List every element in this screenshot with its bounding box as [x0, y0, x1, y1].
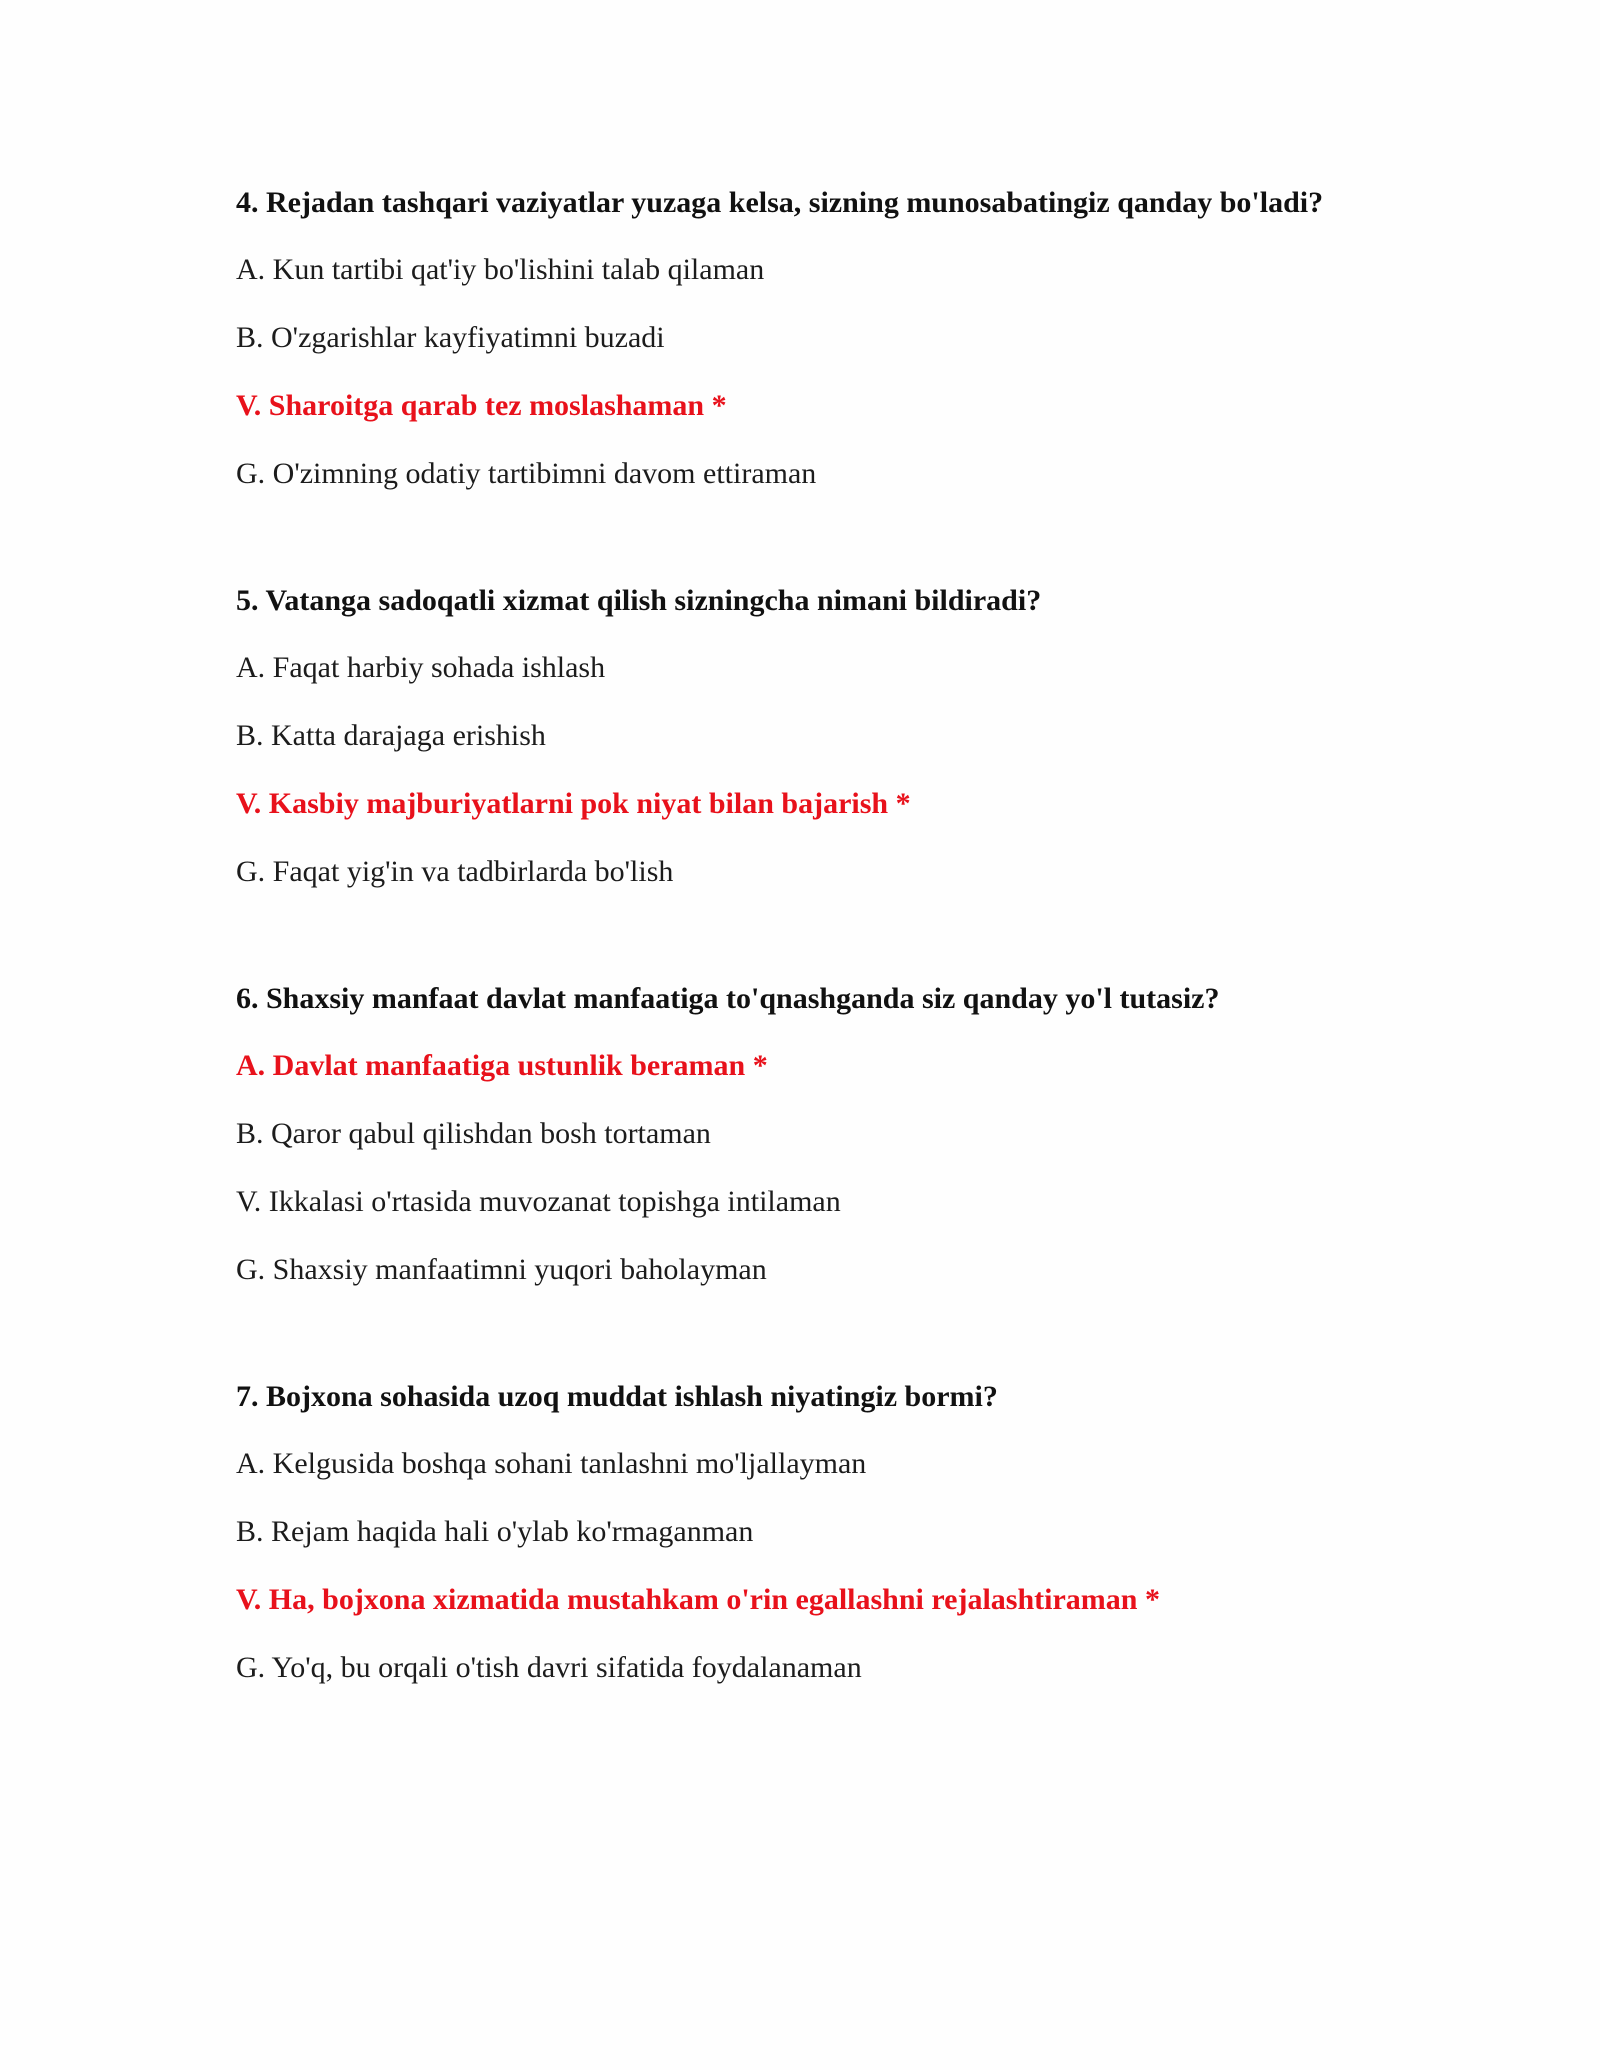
answer-option: B. Rejam haqida hali o'ylab ko'rmaganman: [236, 1515, 754, 1548]
answer-option: B. O'zgarishlar kayfiyatimni buzadi: [236, 321, 665, 354]
question-block: [236, 580, 1366, 892]
question-block: [236, 182, 1366, 494]
quiz-content: [236, 182, 1366, 1774]
answer-option: G. Shaxsiy manfaatimni yuqori baholayman: [236, 1253, 767, 1286]
question-text: 7. Bojxona sohasida uzoq muddat ishlash niyatingiz bormi?: [236, 1380, 998, 1413]
question-block: [236, 1376, 1366, 1688]
question-text: 5. Vatanga sadoqatli xizmat qilish sizningcha nimani bildiradi?: [236, 584, 1042, 617]
question-text: 6. Shaxsiy manfaat davlat manfaatiga to'qnashganda siz qanday yo'l tutasiz?: [236, 982, 1220, 1015]
answer-option: B. Qaror qabul qilishdan bosh tortaman: [236, 1117, 711, 1150]
question-text: 4. Rejadan tashqari vaziyatlar yuzaga kelsa, sizning munosabatingiz qanday bo'ladi?: [236, 186, 1324, 219]
correct-answer-option: V. Ha, bojxona xizmatida mustahkam o'rin egallashni rejalashtiraman *: [236, 1583, 1160, 1616]
answer-option: G. O'zimning odatiy tartibimni davom ettiraman: [236, 457, 817, 490]
answer-option: A. Faqat harbiy sohada ishlash: [236, 651, 606, 684]
answer-option: A. Kelgusida boshqa sohani tanlashni mo'ljallayman: [236, 1447, 867, 1480]
question-block: [236, 978, 1366, 1290]
correct-answer-option: A. Davlat manfaatiga ustunlik beraman *: [236, 1049, 768, 1082]
answer-option: G. Yo'q, bu orqali o'tish davri sifatida foydalanaman: [236, 1651, 862, 1684]
answer-option: V. Ikkalasi o'rtasida muvozanat topishga intilaman: [236, 1185, 841, 1218]
answer-option: B. Katta darajaga erishish: [236, 719, 546, 752]
correct-answer-option: V. Kasbiy majburiyatlarni pok niyat bilan bajarish *: [236, 787, 911, 820]
answer-option: G. Faqat yig'in va tadbirlarda bo'lish: [236, 855, 674, 888]
answer-option: A. Kun tartibi qat'iy bo'lishini talab qilaman: [236, 253, 765, 286]
correct-answer-option: V. Sharoitga qarab tez moslashaman *: [236, 389, 727, 422]
